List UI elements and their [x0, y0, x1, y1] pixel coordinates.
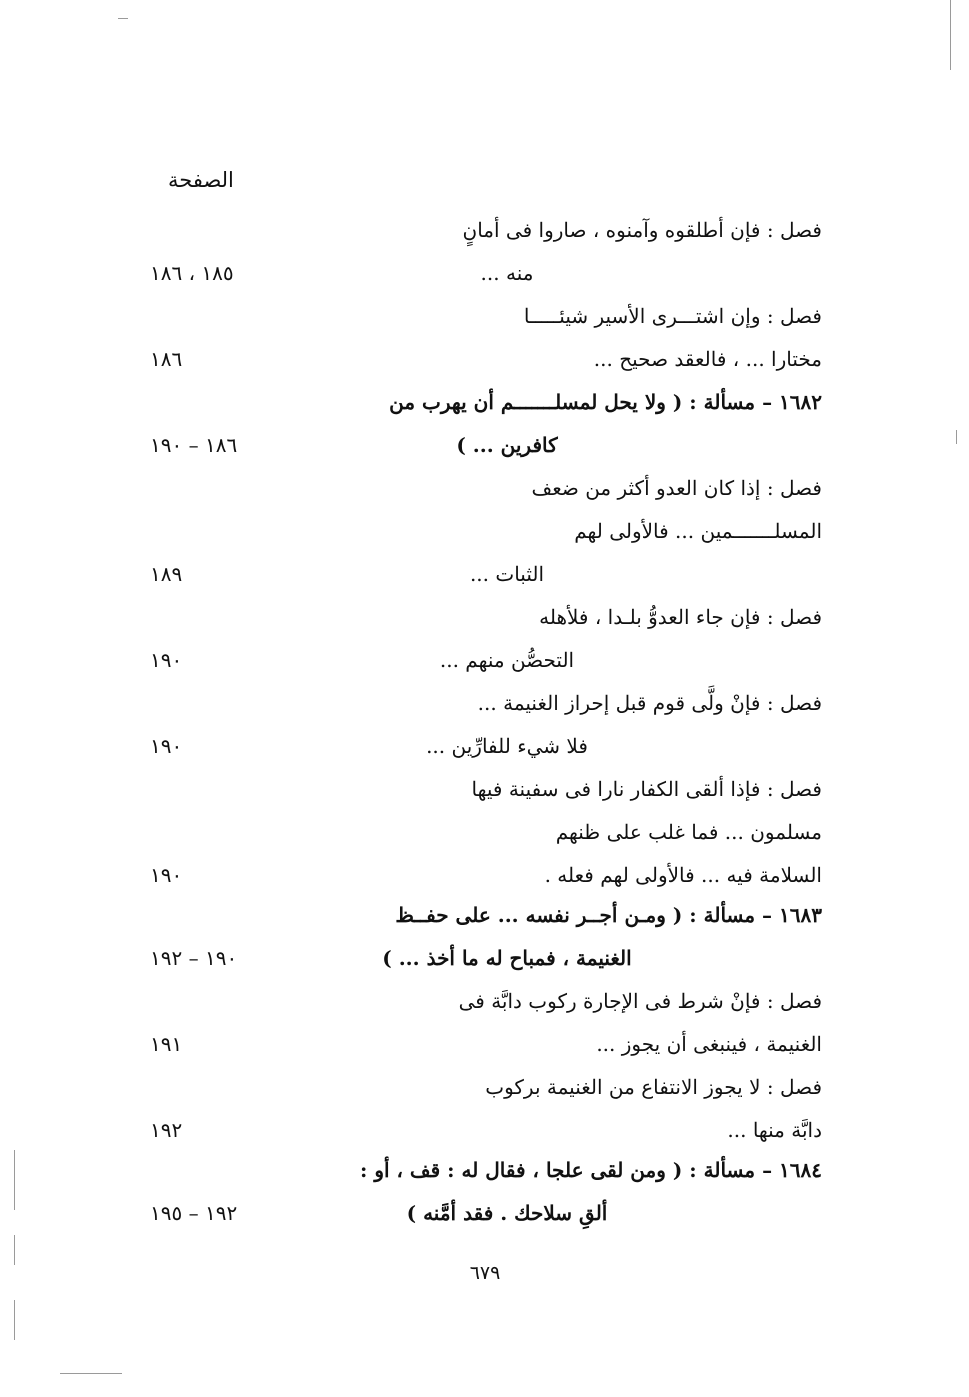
- masala-heading-line: [150, 1150, 822, 1190]
- scan-mark-right-edge-2: [956, 430, 957, 444]
- index-line: [150, 855, 822, 895]
- index-line: [150, 769, 822, 809]
- page-column-header: الصفحة: [168, 168, 234, 192]
- line-text: الثبات ...: [469, 562, 545, 586]
- line-text: الغنيمة ، فمباح له ما أخذ ... ): [382, 946, 632, 970]
- line-text: منه ...: [480, 261, 534, 285]
- index-line: [150, 726, 822, 766]
- line-text: فصل : وإن اشتـــرى الأسير شيئـــــا: [523, 304, 822, 328]
- index-line: [150, 296, 822, 336]
- line-text: دابَّة منها ...: [727, 1118, 822, 1142]
- line-text: فصل : إذا كان العدو أكثر من ضعف: [531, 476, 822, 500]
- index-line: [150, 597, 822, 637]
- line-text: فصل : لا يجوز الانتفاع من الغنيمة بركوب: [485, 1075, 822, 1099]
- page-reference: ١٩٢: [150, 1118, 183, 1142]
- line-text: فصل : فإن جاء العدوُّ بلـدا ، فلأهله: [539, 605, 822, 629]
- scan-mark-left-edge-3: [14, 1300, 15, 1340]
- index-line: [150, 640, 822, 680]
- page-reference: ١٨٦ – ١٩٠: [150, 433, 238, 457]
- index-line: [150, 1193, 822, 1233]
- page-reference: ١٨٦: [150, 347, 183, 371]
- scan-mark-right-edge: [950, 0, 951, 70]
- index-line: [150, 468, 822, 508]
- masala-heading-line: [150, 382, 822, 422]
- line-text: السلامة فيه ... فالأولى لهم فعله .: [544, 863, 822, 887]
- line-text: التحصُّن منهم ...: [439, 648, 575, 672]
- page-number: ٦٧٩: [469, 1262, 501, 1284]
- line-text: مسلمون ... فما غلب على ظنهم: [555, 820, 822, 844]
- index-line: [150, 253, 822, 293]
- scan-mark-top-left: [118, 18, 128, 19]
- line-text: فلا شيء للفارِّين ...: [426, 734, 588, 758]
- line-text: مختارا ... ، فالعقد صحيح ...: [593, 347, 822, 371]
- index-line: [150, 554, 822, 594]
- line-text: فصل : فإن أطلقوه وآمنوه ، صاروا فى أمانٍ: [462, 218, 822, 242]
- page-reference: ١٨٩: [150, 562, 183, 586]
- index-line: [150, 1110, 822, 1150]
- masala-heading: ١٦٨٤ – مسألة : ( ومن لقى علجا ، فقال له : قف ، أو :: [359, 1158, 822, 1182]
- index-line: [150, 1024, 822, 1064]
- masala-heading: ١٦٨٣ – مسألة : ( ومـن أجــر نفسه ... على حفــظ: [395, 903, 822, 927]
- index-line: [150, 425, 822, 465]
- index-line: [150, 981, 822, 1021]
- line-text: الغنيمة ، فينبغى أن يجوز ...: [596, 1032, 822, 1056]
- index-line: [150, 683, 822, 723]
- line-text: كافرين ... ): [456, 433, 558, 457]
- index-line: [150, 210, 822, 250]
- index-line: [150, 339, 822, 379]
- page-reference: ١٩١: [150, 1032, 183, 1056]
- index-line: [150, 812, 822, 852]
- page-reference: ١٩٠ – ١٩٢: [150, 946, 238, 970]
- masala-heading: ١٦٨٢ – مسألة : ( ولا يحل لمسلـــــــم أن يهرب من: [389, 390, 822, 414]
- scan-mark-left-edge-2: [14, 1235, 15, 1265]
- index-line: [150, 511, 822, 551]
- line-text: فصل : فإنْ ولَّى قوم قبل إحراز الغنيمة ...: [477, 691, 822, 715]
- masala-heading-line: [150, 895, 822, 935]
- page-reference: ١٩٠: [150, 863, 183, 887]
- line-text: فصل : فإنْ شرط فى الإجارة ركوب دابَّة فى: [458, 989, 822, 1013]
- page-reference: ١٩٢ – ١٩٥: [150, 1201, 238, 1225]
- scan-mark-left-edge: [14, 1150, 15, 1210]
- page-reference: ١٨٥ ، ١٨٦: [150, 261, 234, 285]
- line-text: المسلـــــــمين ... فالأولى لهم: [574, 519, 822, 543]
- index-line: [150, 1067, 822, 1107]
- scan-mark-bottom-left: [60, 1373, 122, 1374]
- page-reference: ١٩٠: [150, 648, 183, 672]
- page-reference: ١٩٠: [150, 734, 183, 758]
- index-line: [150, 938, 822, 978]
- line-text: فصل : فإذا ألقى الكفار نارا فى سفينة فيها: [471, 777, 822, 801]
- line-text: ألقِ سلاحك . فقد أمَّنه ): [406, 1201, 608, 1225]
